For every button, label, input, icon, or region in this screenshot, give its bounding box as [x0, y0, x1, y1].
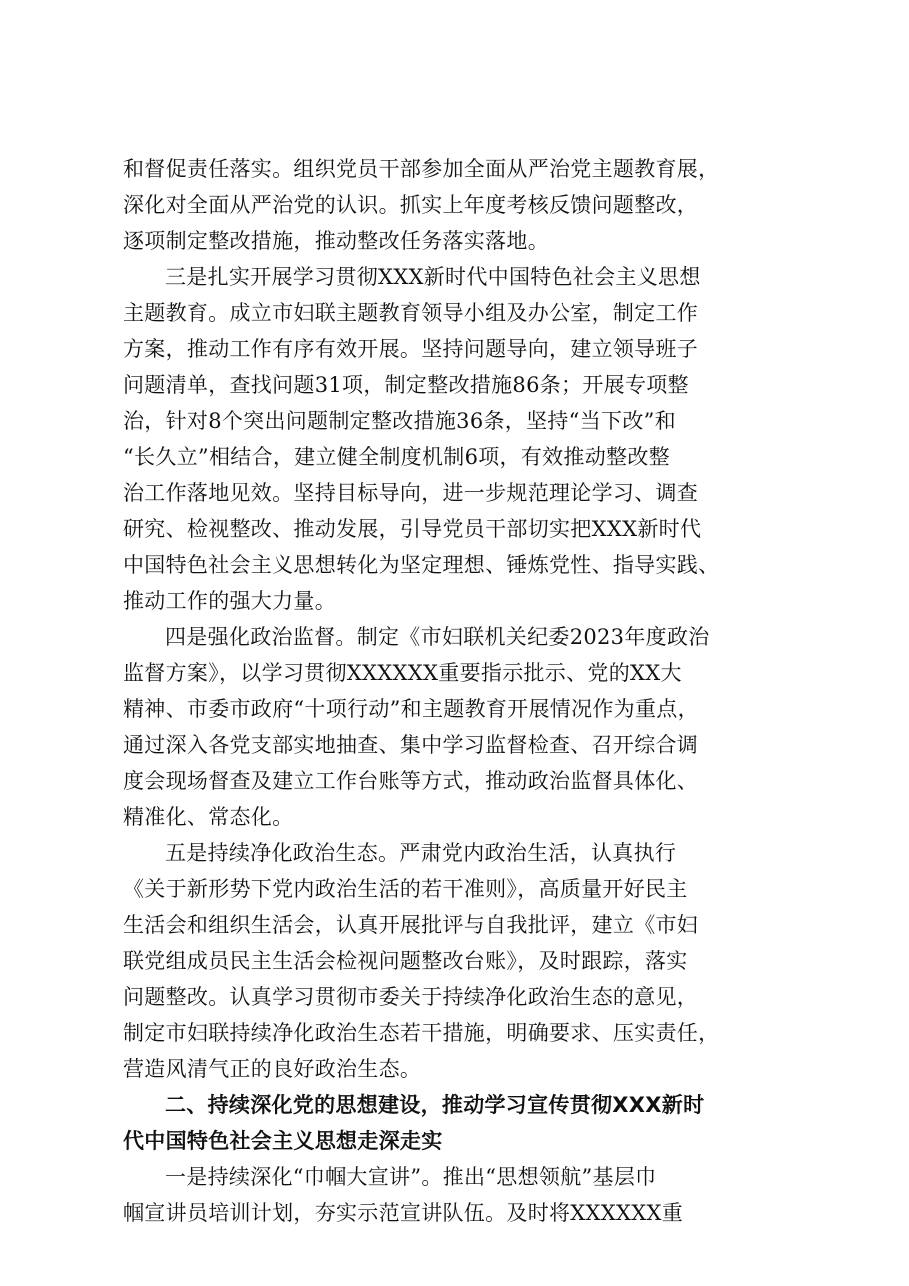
- paragraph-line: 通过深入各党支部实地抽查、集中学习监督检查、召开综合调: [123, 733, 699, 757]
- paragraph-line: “长久立”相结合，建立健全制度机制6项，有效推动整改整: [123, 445, 670, 469]
- paragraph-line: 深化对全面从严治党的认识。抓实上年度考核反馈问题整改，: [123, 193, 699, 217]
- paragraph-line: 治工作落地见效。坚持目标导向，进一步规范理论学习、调查: [123, 481, 699, 505]
- paragraph-line: 问题清单，查找问题31项，制定整改措施86条；开展专项整: [123, 373, 689, 397]
- paragraph-line: 精神、市委市政府“十项行动”和主题教育开展情况作为重点，: [123, 697, 699, 721]
- paragraph-line: 制定市妇联持续净化政治生态若干措施，明确要求、压实责任，: [123, 1021, 720, 1045]
- paragraph-line: 监督方案》，以学习贯彻XXXXXX重要指示批示、党的XX大: [123, 661, 682, 685]
- paragraph-line: 主题教育。成立市妇联主题教育领导小组及办公室，制定工作: [123, 301, 699, 325]
- paragraph-line: 中国特色社会主义思想转化为坚定理想、锤炼党性、指导实践、: [123, 553, 720, 577]
- paragraph-line: 《关于新形势下党内政治生活的若干准则》，高质量开好民主: [123, 877, 688, 901]
- paragraph-line: 帼宣讲员培训计划，夯实示范宣讲队伍。及时将XXXXXX重: [123, 1201, 684, 1225]
- paragraph-line: 逐项制定整改措施，推动整改任务落实落地。: [123, 229, 549, 253]
- paragraph-line: 生活会和组织生活会，认真开展批评与自我批评，建立《市妇: [123, 913, 699, 937]
- paragraph-line: 问题整改。认真学习贯彻市委关于持续净化政治生态的意见，: [123, 985, 699, 1009]
- section-heading-line: 代中国特色社会主义思想走深走实: [123, 1129, 443, 1153]
- paragraph-line: 四是强化政治监督。制定《市妇联机关纪委2023年度政治: [165, 625, 710, 649]
- document-body: [123, 151, 823, 1231]
- paragraph-line: 三是扎实开展学习贯彻XXX新时代中国特色社会主义思想: [165, 265, 701, 289]
- paragraph-line: 研究、检视整改、推动发展，引导党员干部切实把XXX新时代: [123, 517, 702, 541]
- section-heading-line: 二、持续深化党的思想建设，推动学习宣传贯彻XXX新时: [165, 1093, 705, 1117]
- paragraph-line: 方案，推动工作有序有效开展。坚持问题导向，建立领导班子: [123, 337, 699, 361]
- paragraph-line: 度会现场督查及建立工作台账等方式，推动政治监督具体化、: [123, 769, 699, 793]
- paragraph-line: 和督促责任落实。组织党员干部参加全面从严治党主题教育展，: [123, 157, 720, 181]
- paragraph-line: 推动工作的强大力量。: [123, 589, 336, 613]
- paragraph-line: 治，针对8个突出问题制定整改措施36条，坚持“当下改”和: [123, 409, 676, 433]
- paragraph-line: 一是持续深化“巾帼大宣讲”。推出“思想领航”基层巾: [165, 1165, 657, 1189]
- paragraph-line: 精准化、常态化。: [123, 805, 294, 829]
- paragraph-line: 联党组成员民主生活会检视问题整改台账》，及时跟踪，落实: [123, 949, 688, 973]
- paragraph-line: 五是持续净化政治生态。严肃党内政治生活，认真执行: [165, 841, 677, 865]
- paragraph-line: 营造风清气正的良好政治生态。: [123, 1057, 422, 1081]
